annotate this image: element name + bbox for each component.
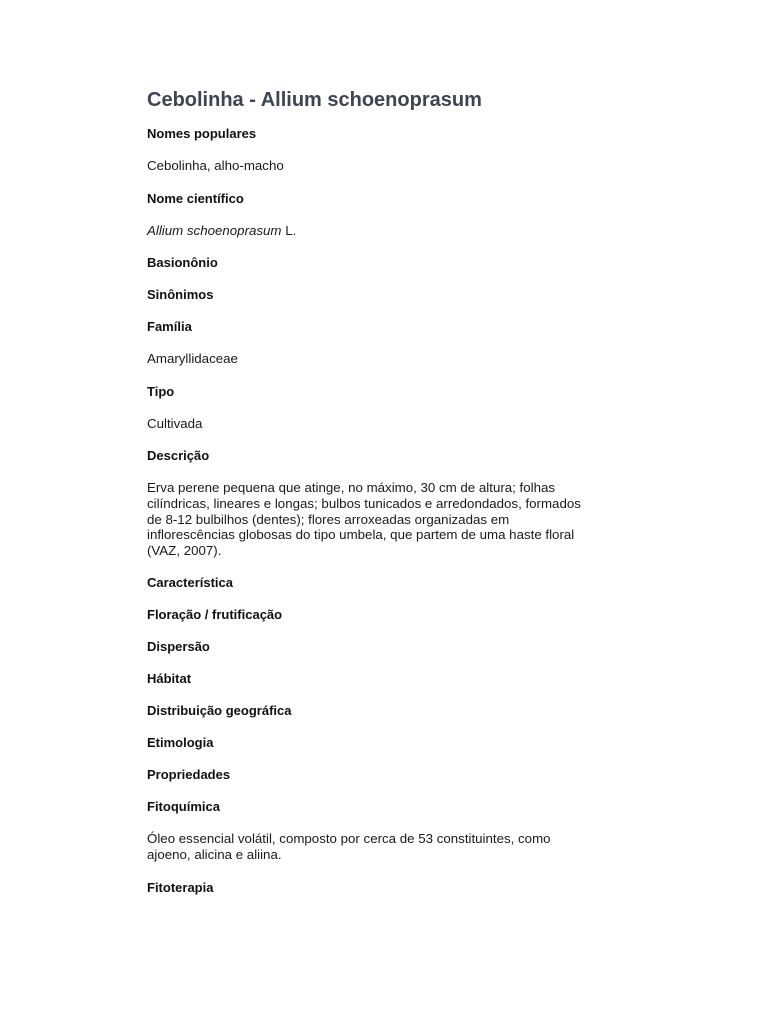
section-heading: Tipo [147, 383, 175, 399]
section-fitoquimica [147, 799, 617, 862]
section-heading: Propriedades [147, 767, 231, 783]
section-habitat [147, 671, 617, 687]
section-heading: Etimologia [147, 735, 214, 751]
section-familia [147, 319, 617, 367]
section-heading: Nomes populares [147, 126, 257, 141]
section-sinonimos [147, 287, 617, 303]
section-etimologia [147, 735, 617, 751]
section-paragraph [147, 831, 617, 862]
paragraph-line: ajoeno, alicina e aliina. [147, 846, 282, 862]
section-descricao [147, 448, 617, 558]
paragraph-line: (VAZ, 2007). [147, 542, 222, 558]
paragraph-line: Óleo essencial volátil, composto por cerca de 53 constituintes, como [147, 831, 551, 847]
section-heading: Sinônimos [147, 287, 214, 303]
section-heading: Família [147, 319, 192, 335]
document-page [147, 86, 617, 912]
section-floracao [147, 607, 617, 623]
scientific-name: Allium schoenoprasum [147, 222, 282, 238]
section-heading: Hábitat [147, 671, 192, 687]
section-caracteristica [147, 575, 617, 591]
section-heading: Fitoquímica [147, 799, 220, 815]
section-propriedades [147, 767, 617, 783]
section-heading: Floração / frutificação [147, 607, 283, 623]
section-text: Cultivada [147, 415, 203, 431]
section-text [147, 223, 617, 239]
section-heading: Nome científico [147, 190, 244, 206]
author-abbreviation: L. [281, 222, 297, 238]
paragraph-line: inflorescências globosas do tipo umbela, que partem de uma haste floral [147, 527, 575, 543]
section-heading: Característica [147, 575, 233, 591]
page-title: Cebolinha - Allium schoenoprasum [147, 89, 482, 111]
section-text: Amaryllidaceae [147, 351, 238, 367]
section-heading: Descrição [147, 448, 210, 464]
section-heading: Basionônio [147, 255, 218, 271]
section-paragraph [147, 480, 617, 558]
section-tipo [147, 384, 617, 432]
paragraph-line: cilíndricas, lineares e longas; bulbos tunicados e arredondados, formados [147, 495, 581, 511]
section-distribuicao [147, 703, 617, 719]
section-heading: Fitoterapia [147, 879, 214, 895]
section-basionimo [147, 255, 617, 271]
section-fitoterapia [147, 880, 617, 896]
section-heading: Distribuição geográfica [147, 703, 292, 719]
section-nomes-populares [147, 126, 617, 174]
section-nome-cientifico [147, 191, 617, 239]
section-dispersao [147, 639, 617, 655]
section-heading: Dispersão [147, 639, 210, 655]
paragraph-line: Erva perene pequena que atinge, no máximo, 30 cm de altura; folhas [147, 480, 556, 496]
section-text: Cebolinha, alho-macho [147, 158, 284, 173]
paragraph-line: de 8-12 bulbilhos (dentes); flores arroxeadas organizadas em [147, 511, 510, 527]
